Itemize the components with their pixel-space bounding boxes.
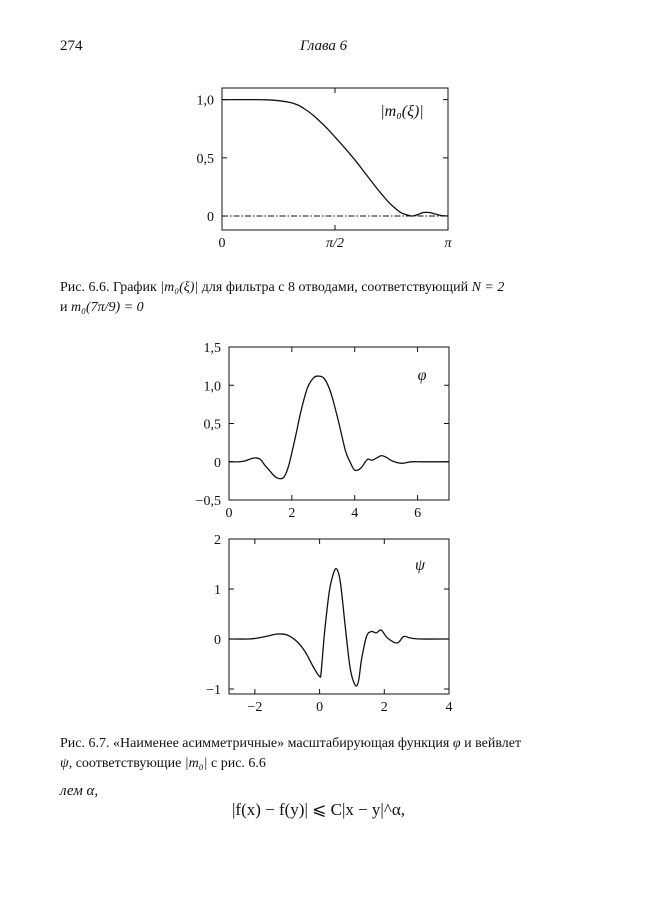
caption-label: Рис. 6.6. [60,280,110,295]
legend-label: ψ [415,557,425,574]
y-tick-label: 1,5 [203,341,221,356]
display-formula: |f(x) − f(y)| ⩽ C|x − y|^α, [232,800,405,819]
caption-math: ψ [60,756,69,771]
figure-6-6 [0,70,646,265]
x-tick-label: −2 [247,700,263,715]
caption-math: |m₀(ξ)| [160,280,199,295]
caption-math: m₀(7π/9) = 0 [71,300,144,315]
running-head: Глава 6 [300,38,348,54]
legend-label: |m₀(ξ)| [380,103,424,120]
caption-text: График [113,280,157,295]
caption-text: для фильтра с 8 отводами, соответствующий [201,280,469,295]
x-tick-label: π/2 [326,236,344,251]
y-tick-label: −1 [206,683,221,698]
x-tick-label: 2 [288,506,296,521]
y-tick-label: 2 [214,533,221,548]
x-tick-label: 4 [445,700,453,715]
series-line-phi [229,376,449,479]
x-tick-label: 4 [351,506,359,521]
figure-6-7-psi [0,525,646,725]
x-tick-label: 0 [316,700,324,715]
y-tick-label: 0,5 [203,417,221,433]
x-tick-label: 6 [414,506,422,521]
psi-chart [0,525,646,720]
caption-label: Рис. 6.7. [60,736,110,751]
y-tick-label: 0 [207,210,214,226]
page-number: 274 [60,38,83,54]
y-tick-label: 1,0 [203,379,221,395]
y-tick-label: 0 [214,455,221,471]
caption-math: φ [452,736,461,751]
caption-text: с рис. 6.6 [210,756,266,771]
y-tick-label: 0,5 [196,151,214,167]
caption-text: «Наименее асимметричные» масштабирующая функция [113,736,450,751]
x-tick-label: 0 [225,506,233,521]
x-tick-label: 0 [218,236,226,251]
caption-math: N = 2 [471,280,505,295]
y-tick-label: 1,0 [196,93,214,109]
phi-chart [0,330,646,525]
x-tick-label: π [444,236,452,251]
caption-text: и [60,300,68,315]
series-line-psi [229,569,449,686]
figure-6-6-caption [60,278,600,318]
y-tick-label: −0,5 [195,494,221,509]
caption-text: и вейвлет [464,736,522,751]
figure-6-7-caption [60,734,600,774]
legend-label: φ [417,367,427,384]
caption-math: |m₀| [184,756,208,771]
y-tick-label: 0 [214,633,221,648]
x-tick-label: 2 [380,700,388,715]
figure-6-7-phi [0,330,646,530]
y-tick-label: 1 [214,583,221,598]
m0-chart [0,70,646,260]
continuation-text: лем α, [60,783,99,799]
caption-text: , соответствующие [68,756,182,771]
